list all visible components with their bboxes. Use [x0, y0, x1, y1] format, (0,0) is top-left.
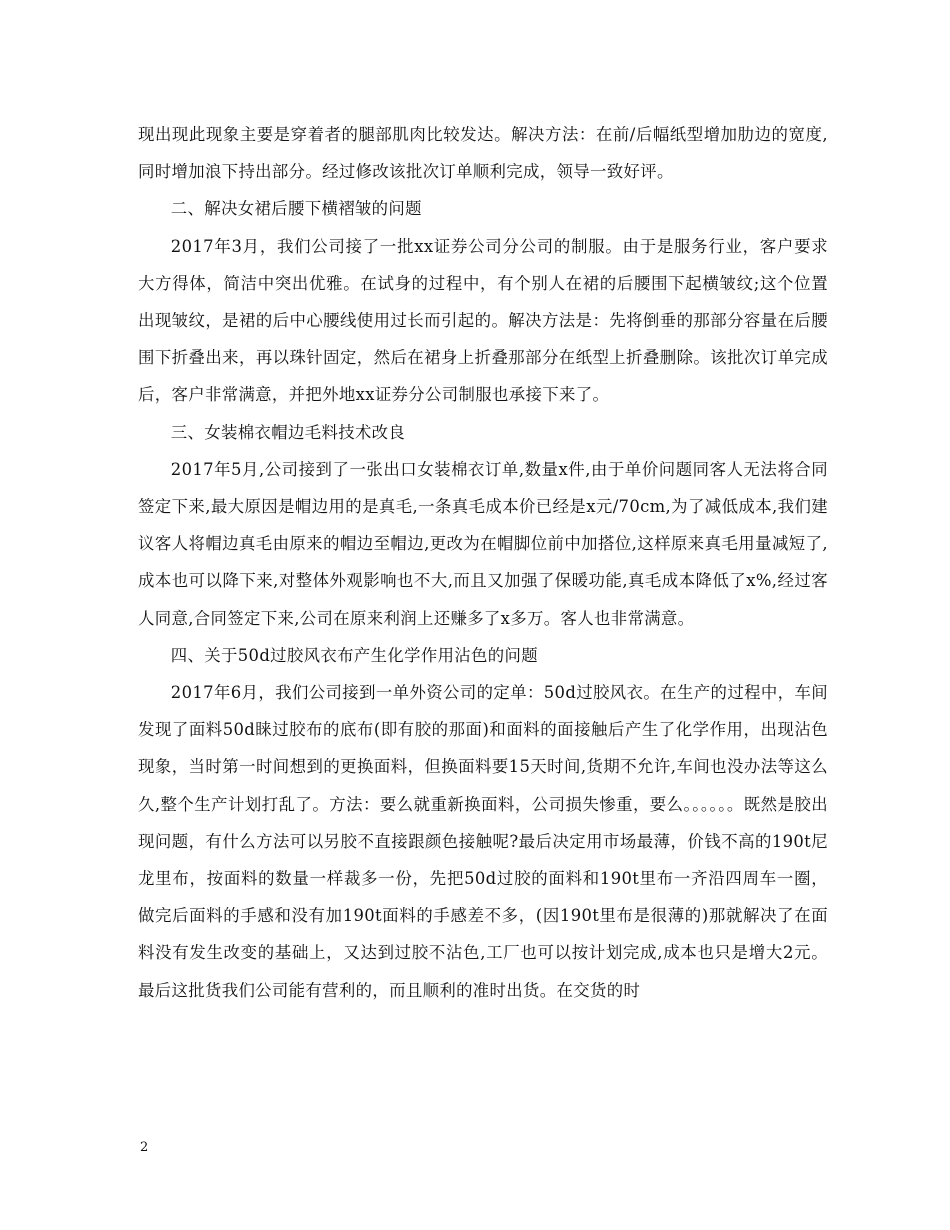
paragraph-continuation: 现出现此现象主要是穿着者的腿部肌肉比较发达。解决方法：在前/后幅纸型增加肋边的宽度,同时增加浪下持出部分。经过修改该批次订单顺利完成，领导一致好评。 — [138, 125, 828, 182]
page-number: 2 — [140, 1140, 149, 1155]
paragraph-hood-fur: 2017年5月,公司接到了一张出口女装棉衣订单,数量x件,由于单价问题同客人无法将合同签定下来,最大原因是帽边用的是真毛,一条真毛成本价已经是x元/70cm,为了减低成本,我们建议客人将帽边真毛由原来的帽边至帽边,更改为在帽脚位前中加搭位,这样原来真毛用量减短了,成本也可以降下来,对整体外观影响也不大,而且又加强了保暖功能,真毛成本降低了x%,经过客人同意,合同签定下来,公司在原来利润上还赚多了x多万。客人也非常满意。 — [138, 459, 828, 628]
section-heading-2: 二、解决女裙后腰下横褶皱的问题 — [170, 199, 422, 219]
paragraph-coated-fabric: 2017年6月，我们公司接到一单外资公司的定单：50d过胶风衣。在生产的过程中，车间发现了面料50d睐过胶布的底布(即有胶的那面)和面料的面接触后产生了化学作用，出现沾色现象，当时第一时间想到的更换面料，但换面料要15天时间,货期不允许,车间也没办法等这么久,整个生产计划打乱了。方法：要么就重新换面料，公司损失惨重，要么。。。。。。既然是胶出现问题，有什么方法可以另胶不直接跟颜色接触呢?最后决定用市场最薄，价钱不高的190t尼龙里布，按面料的数量一样裁多一份，先把50d过胶的面料和190t里布一齐沿四周车一圈，做完后面料的手感和没有加190t面料的手感差不多，(因190t里布是很薄的)那就解决了在面料没有发生改变的基础上，又达到过胶不沾色,工厂也可以按计划完成,成本也只是增大2元。最后这批货我们公司能有营利的，而且顺利的准时出货。在交货的时 — [138, 683, 828, 1000]
paragraph-skirt-wrinkle: 2017年3月，我们公司接了一批xx证券公司分公司的制服。由于是服务行业，客户要求大方得体，简洁中突出优雅。在试身的过程中，有个别人在裙的后腰围下起横皱纹;这个位置出现皱纹，是裙的后中心腰线使用过长而引起的。解决方法是：先将倒垂的那部分容量在后腰围下折叠出来，再以珠针固定，然后在裙身上折叠那部分在纸型上折叠删除。该批次订单完成后，客户非常满意，并把外地xx证券分公司制服也承接下来了。 — [138, 236, 828, 405]
section-heading-3: 三、女装棉衣帽边毛料技术改良 — [170, 422, 406, 442]
document-body — [138, 116, 828, 1009]
section-heading-4: 四、关于50d过胶风衣布产生化学作用沾色的问题 — [170, 645, 539, 665]
